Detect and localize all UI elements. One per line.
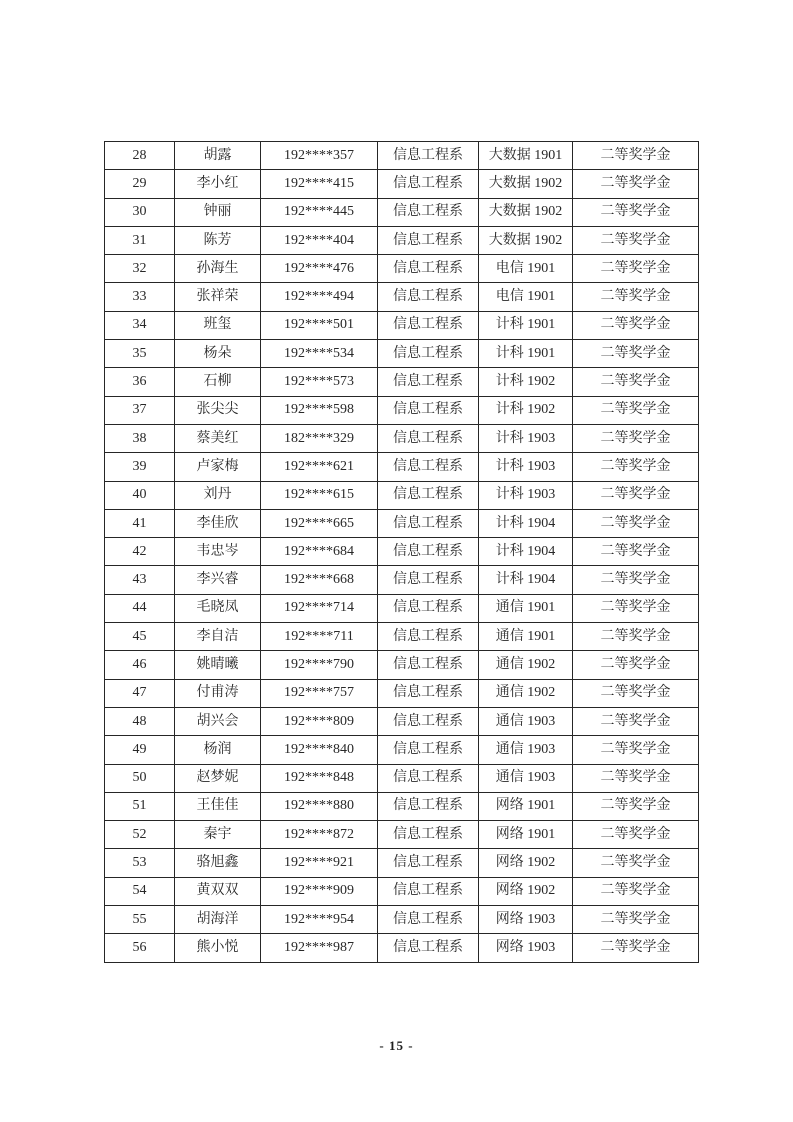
student-name-cell: 杨朵: [175, 340, 261, 368]
table-row: [105, 679, 699, 707]
student-id-cell: 192****684: [261, 538, 378, 566]
student-name-cell: 张祥荣: [175, 283, 261, 311]
class-cell: 大数据 1901: [479, 142, 573, 170]
class-cell: 计科 1901: [479, 311, 573, 339]
row-number-cell: 34: [105, 311, 175, 339]
student-id-cell: 192****357: [261, 142, 378, 170]
award-cell: 二等奖学金: [573, 283, 699, 311]
department-cell: 信息工程系: [378, 877, 479, 905]
student-id-cell: 192****501: [261, 311, 378, 339]
department-cell: 信息工程系: [378, 679, 479, 707]
table-row: [105, 453, 699, 481]
class-cell: 网络 1901: [479, 821, 573, 849]
student-id-cell: 192****848: [261, 764, 378, 792]
department-cell: 信息工程系: [378, 538, 479, 566]
row-number-cell: 47: [105, 679, 175, 707]
student-id-cell: 192****872: [261, 821, 378, 849]
row-number-cell: 53: [105, 849, 175, 877]
student-name-cell: 赵梦妮: [175, 764, 261, 792]
student-id-cell: 192****494: [261, 283, 378, 311]
award-cell: 二等奖学金: [573, 311, 699, 339]
student-name-cell: 李自洁: [175, 623, 261, 651]
table-row: [105, 311, 699, 339]
award-cell: 二等奖学金: [573, 877, 699, 905]
department-cell: 信息工程系: [378, 792, 479, 820]
class-cell: 计科 1904: [479, 566, 573, 594]
student-id-cell: 192****714: [261, 594, 378, 622]
student-name-cell: 付甫涛: [175, 679, 261, 707]
row-number-cell: 30: [105, 198, 175, 226]
class-cell: 网络 1901: [479, 792, 573, 820]
class-cell: 网络 1902: [479, 849, 573, 877]
table-row: [105, 509, 699, 537]
class-cell: 大数据 1902: [479, 198, 573, 226]
row-number-cell: 41: [105, 509, 175, 537]
class-cell: 计科 1904: [479, 509, 573, 537]
award-cell: 二等奖学金: [573, 594, 699, 622]
table-row: [105, 792, 699, 820]
class-cell: 通信 1902: [479, 679, 573, 707]
class-cell: 计科 1903: [479, 424, 573, 452]
row-number-cell: 51: [105, 792, 175, 820]
student-name-cell: 胡兴会: [175, 707, 261, 735]
student-id-cell: 192****445: [261, 198, 378, 226]
class-cell: 网络 1903: [479, 906, 573, 934]
student-name-cell: 韦忠岑: [175, 538, 261, 566]
row-number-cell: 39: [105, 453, 175, 481]
award-cell: 二等奖学金: [573, 424, 699, 452]
award-cell: 二等奖学金: [573, 453, 699, 481]
student-name-cell: 黄双双: [175, 877, 261, 905]
student-name-cell: 杨润: [175, 736, 261, 764]
award-cell: 二等奖学金: [573, 566, 699, 594]
student-name-cell: 毛晓凤: [175, 594, 261, 622]
award-cell: 二等奖学金: [573, 170, 699, 198]
class-cell: 通信 1901: [479, 623, 573, 651]
student-id-cell: 192****668: [261, 566, 378, 594]
table-row: [105, 594, 699, 622]
table-row: [105, 283, 699, 311]
department-cell: 信息工程系: [378, 906, 479, 934]
student-id-cell: 192****415: [261, 170, 378, 198]
table-row: [105, 340, 699, 368]
award-cell: 二等奖学金: [573, 651, 699, 679]
student-id-cell: 192****880: [261, 792, 378, 820]
department-cell: 信息工程系: [378, 142, 479, 170]
class-cell: 电信 1901: [479, 283, 573, 311]
award-cell: 二等奖学金: [573, 934, 699, 963]
student-id-cell: 192****621: [261, 453, 378, 481]
student-id-cell: 192****840: [261, 736, 378, 764]
row-number-cell: 38: [105, 424, 175, 452]
row-number-cell: 48: [105, 707, 175, 735]
row-number-cell: 50: [105, 764, 175, 792]
department-cell: 信息工程系: [378, 736, 479, 764]
department-cell: 信息工程系: [378, 170, 479, 198]
row-number-cell: 42: [105, 538, 175, 566]
row-number-cell: 35: [105, 340, 175, 368]
student-id-cell: 192****404: [261, 226, 378, 254]
department-cell: 信息工程系: [378, 594, 479, 622]
table-row: [105, 424, 699, 452]
award-cell: 二等奖学金: [573, 736, 699, 764]
student-id-cell: 192****909: [261, 877, 378, 905]
row-number-cell: 44: [105, 594, 175, 622]
table-row: [105, 255, 699, 283]
award-cell: 二等奖学金: [573, 226, 699, 254]
class-cell: 计科 1902: [479, 368, 573, 396]
table-row: [105, 764, 699, 792]
class-cell: 大数据 1902: [479, 170, 573, 198]
student-name-cell: 李兴睿: [175, 566, 261, 594]
student-name-cell: 陈芳: [175, 226, 261, 254]
award-cell: 二等奖学金: [573, 255, 699, 283]
row-number-cell: 37: [105, 396, 175, 424]
table-row: [105, 566, 699, 594]
class-cell: 通信 1901: [479, 594, 573, 622]
student-id-cell: 192****534: [261, 340, 378, 368]
student-id-cell: 192****573: [261, 368, 378, 396]
row-number-cell: 54: [105, 877, 175, 905]
student-name-cell: 骆旭鑫: [175, 849, 261, 877]
award-cell: 二等奖学金: [573, 792, 699, 820]
student-id-cell: 192****665: [261, 509, 378, 537]
table-row: [105, 934, 699, 963]
award-cell: 二等奖学金: [573, 509, 699, 537]
award-cell: 二等奖学金: [573, 707, 699, 735]
student-id-cell: 192****711: [261, 623, 378, 651]
class-cell: 计科 1903: [479, 481, 573, 509]
department-cell: 信息工程系: [378, 198, 479, 226]
class-cell: 通信 1903: [479, 764, 573, 792]
table-row: [105, 651, 699, 679]
student-id-cell: 192****921: [261, 849, 378, 877]
department-cell: 信息工程系: [378, 424, 479, 452]
student-id-cell: 192****987: [261, 934, 378, 963]
department-cell: 信息工程系: [378, 509, 479, 537]
student-name-cell: 班玺: [175, 311, 261, 339]
student-name-cell: 李小红: [175, 170, 261, 198]
row-number-cell: 36: [105, 368, 175, 396]
student-name-cell: 蔡美红: [175, 424, 261, 452]
department-cell: 信息工程系: [378, 368, 479, 396]
department-cell: 信息工程系: [378, 283, 479, 311]
student-id-cell: 192****615: [261, 481, 378, 509]
page-number: - 15 -: [379, 1038, 414, 1053]
student-id-cell: 192****790: [261, 651, 378, 679]
student-id-cell: 192****757: [261, 679, 378, 707]
table-row: [105, 226, 699, 254]
student-id-cell: 182****329: [261, 424, 378, 452]
award-cell: 二等奖学金: [573, 623, 699, 651]
table-row: [105, 849, 699, 877]
award-cell: 二等奖学金: [573, 679, 699, 707]
department-cell: 信息工程系: [378, 226, 479, 254]
student-name-cell: 李佳欣: [175, 509, 261, 537]
department-cell: 信息工程系: [378, 707, 479, 735]
student-id-cell: 192****476: [261, 255, 378, 283]
table-row: [105, 623, 699, 651]
class-cell: 计科 1903: [479, 453, 573, 481]
award-cell: 二等奖学金: [573, 821, 699, 849]
row-number-cell: 29: [105, 170, 175, 198]
row-number-cell: 49: [105, 736, 175, 764]
scholarship-roster-table: [104, 141, 699, 963]
row-number-cell: 33: [105, 283, 175, 311]
student-id-cell: 192****598: [261, 396, 378, 424]
award-cell: 二等奖学金: [573, 481, 699, 509]
department-cell: 信息工程系: [378, 764, 479, 792]
award-cell: 二等奖学金: [573, 340, 699, 368]
department-cell: 信息工程系: [378, 934, 479, 963]
roster-table-body: [105, 142, 699, 963]
department-cell: 信息工程系: [378, 821, 479, 849]
class-cell: 大数据 1902: [479, 226, 573, 254]
department-cell: 信息工程系: [378, 623, 479, 651]
row-number-cell: 52: [105, 821, 175, 849]
row-number-cell: 43: [105, 566, 175, 594]
award-cell: 二等奖学金: [573, 764, 699, 792]
student-name-cell: 姚晴曦: [175, 651, 261, 679]
award-cell: 二等奖学金: [573, 142, 699, 170]
student-name-cell: 刘丹: [175, 481, 261, 509]
department-cell: 信息工程系: [378, 396, 479, 424]
student-name-cell: 孙海生: [175, 255, 261, 283]
row-number-cell: 32: [105, 255, 175, 283]
department-cell: 信息工程系: [378, 453, 479, 481]
class-cell: 计科 1904: [479, 538, 573, 566]
award-cell: 二等奖学金: [573, 368, 699, 396]
award-cell: 二等奖学金: [573, 906, 699, 934]
table-row: [105, 481, 699, 509]
student-name-cell: 胡海洋: [175, 906, 261, 934]
table-row: [105, 396, 699, 424]
student-name-cell: 张尖尖: [175, 396, 261, 424]
student-name-cell: 卢家梅: [175, 453, 261, 481]
student-name-cell: 秦宇: [175, 821, 261, 849]
class-cell: 计科 1902: [479, 396, 573, 424]
student-name-cell: 石柳: [175, 368, 261, 396]
row-number-cell: 46: [105, 651, 175, 679]
class-cell: 通信 1903: [479, 707, 573, 735]
table-row: [105, 707, 699, 735]
department-cell: 信息工程系: [378, 849, 479, 877]
table-row: [105, 906, 699, 934]
department-cell: 信息工程系: [378, 481, 479, 509]
class-cell: 计科 1901: [479, 340, 573, 368]
table-row: [105, 877, 699, 905]
department-cell: 信息工程系: [378, 255, 479, 283]
class-cell: 通信 1903: [479, 736, 573, 764]
award-cell: 二等奖学金: [573, 849, 699, 877]
table-row: [105, 198, 699, 226]
department-cell: 信息工程系: [378, 566, 479, 594]
class-cell: 网络 1903: [479, 934, 573, 963]
row-number-cell: 31: [105, 226, 175, 254]
table-row: [105, 368, 699, 396]
student-name-cell: 王佳佳: [175, 792, 261, 820]
row-number-cell: 56: [105, 934, 175, 963]
class-cell: 电信 1901: [479, 255, 573, 283]
award-cell: 二等奖学金: [573, 396, 699, 424]
table-row: [105, 736, 699, 764]
class-cell: 网络 1902: [479, 877, 573, 905]
row-number-cell: 55: [105, 906, 175, 934]
table-row: [105, 821, 699, 849]
row-number-cell: 45: [105, 623, 175, 651]
row-number-cell: 40: [105, 481, 175, 509]
student-name-cell: 胡露: [175, 142, 261, 170]
table-row: [105, 538, 699, 566]
department-cell: 信息工程系: [378, 651, 479, 679]
class-cell: 通信 1902: [479, 651, 573, 679]
department-cell: 信息工程系: [378, 311, 479, 339]
student-name-cell: 钟丽: [175, 198, 261, 226]
award-cell: 二等奖学金: [573, 198, 699, 226]
award-cell: 二等奖学金: [573, 538, 699, 566]
table-row: [105, 170, 699, 198]
department-cell: 信息工程系: [378, 340, 479, 368]
table-row: [105, 142, 699, 170]
student-id-cell: 192****954: [261, 906, 378, 934]
row-number-cell: 28: [105, 142, 175, 170]
student-id-cell: 192****809: [261, 707, 378, 735]
student-name-cell: 熊小悦: [175, 934, 261, 963]
